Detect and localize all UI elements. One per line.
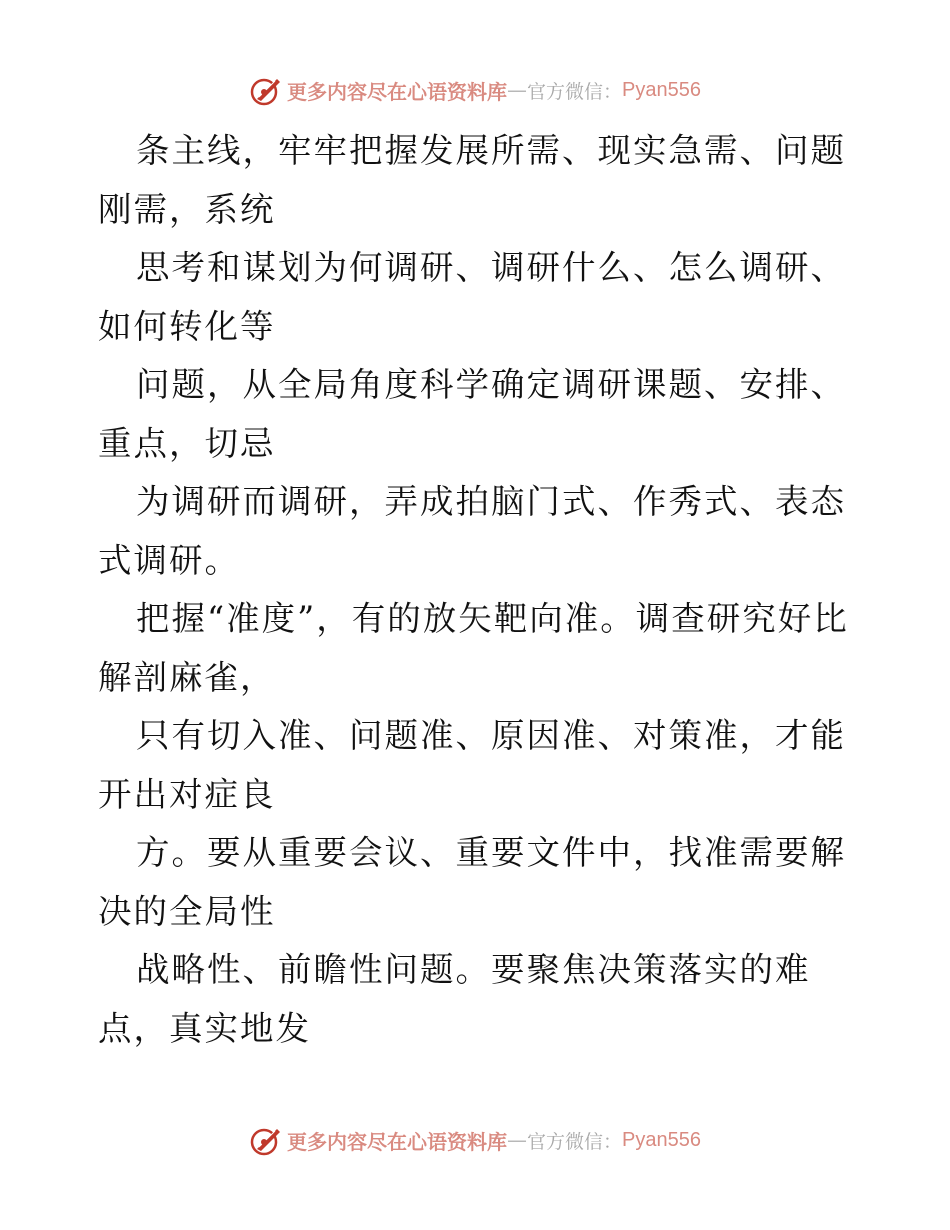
watermark-dash: — <box>507 78 527 102</box>
paragraph: 只有切入准、问题准、原因准、对策准，才能开出对症良 <box>98 716 846 814</box>
paragraph: 问题，从全局角度科学确定调研课题、安排、重点，切忌 <box>98 365 846 463</box>
watermark-wechat-label: 官方微信： <box>527 80 623 103</box>
quill-logo-icon <box>249 73 283 107</box>
quill-logo-icon <box>249 1123 283 1157</box>
watermark-wechat-id: Pyan556 <box>622 1128 701 1151</box>
paragraph: 思考和谋划为何调研、调研什么、怎么调研、如何转化等 <box>98 248 846 346</box>
document-body <box>98 122 853 1058</box>
watermark-wechat-label: 官方微信： <box>527 1130 623 1153</box>
watermark-brand-text: 更多内容尽在心语资料库 <box>287 79 507 104</box>
paragraph: 方。要从重要会议、重要文件中，找准需要解决的全局性 <box>98 833 846 931</box>
paragraph: 条主线，牢牢把握发展所需、现实急需、问题刚需，系统 <box>98 131 846 229</box>
footer-watermark <box>0 1120 950 1160</box>
paragraph: 把握“准度”，有的放矢靶向准。调查研究好比解剖麻雀， <box>98 599 849 697</box>
watermark-brand-text: 更多内容尽在心语资料库 <box>287 1129 507 1154</box>
watermark-dash: — <box>507 1128 527 1152</box>
paragraph: 为调研而调研，弄成拍脑门式、作秀式、表态式调研。 <box>98 482 846 580</box>
header-watermark <box>0 70 950 110</box>
watermark-wechat-id: Pyan556 <box>622 78 701 101</box>
paragraph: 战略性、前瞻性问题。要聚焦决策落实的难点，真实地发 <box>98 950 811 1048</box>
